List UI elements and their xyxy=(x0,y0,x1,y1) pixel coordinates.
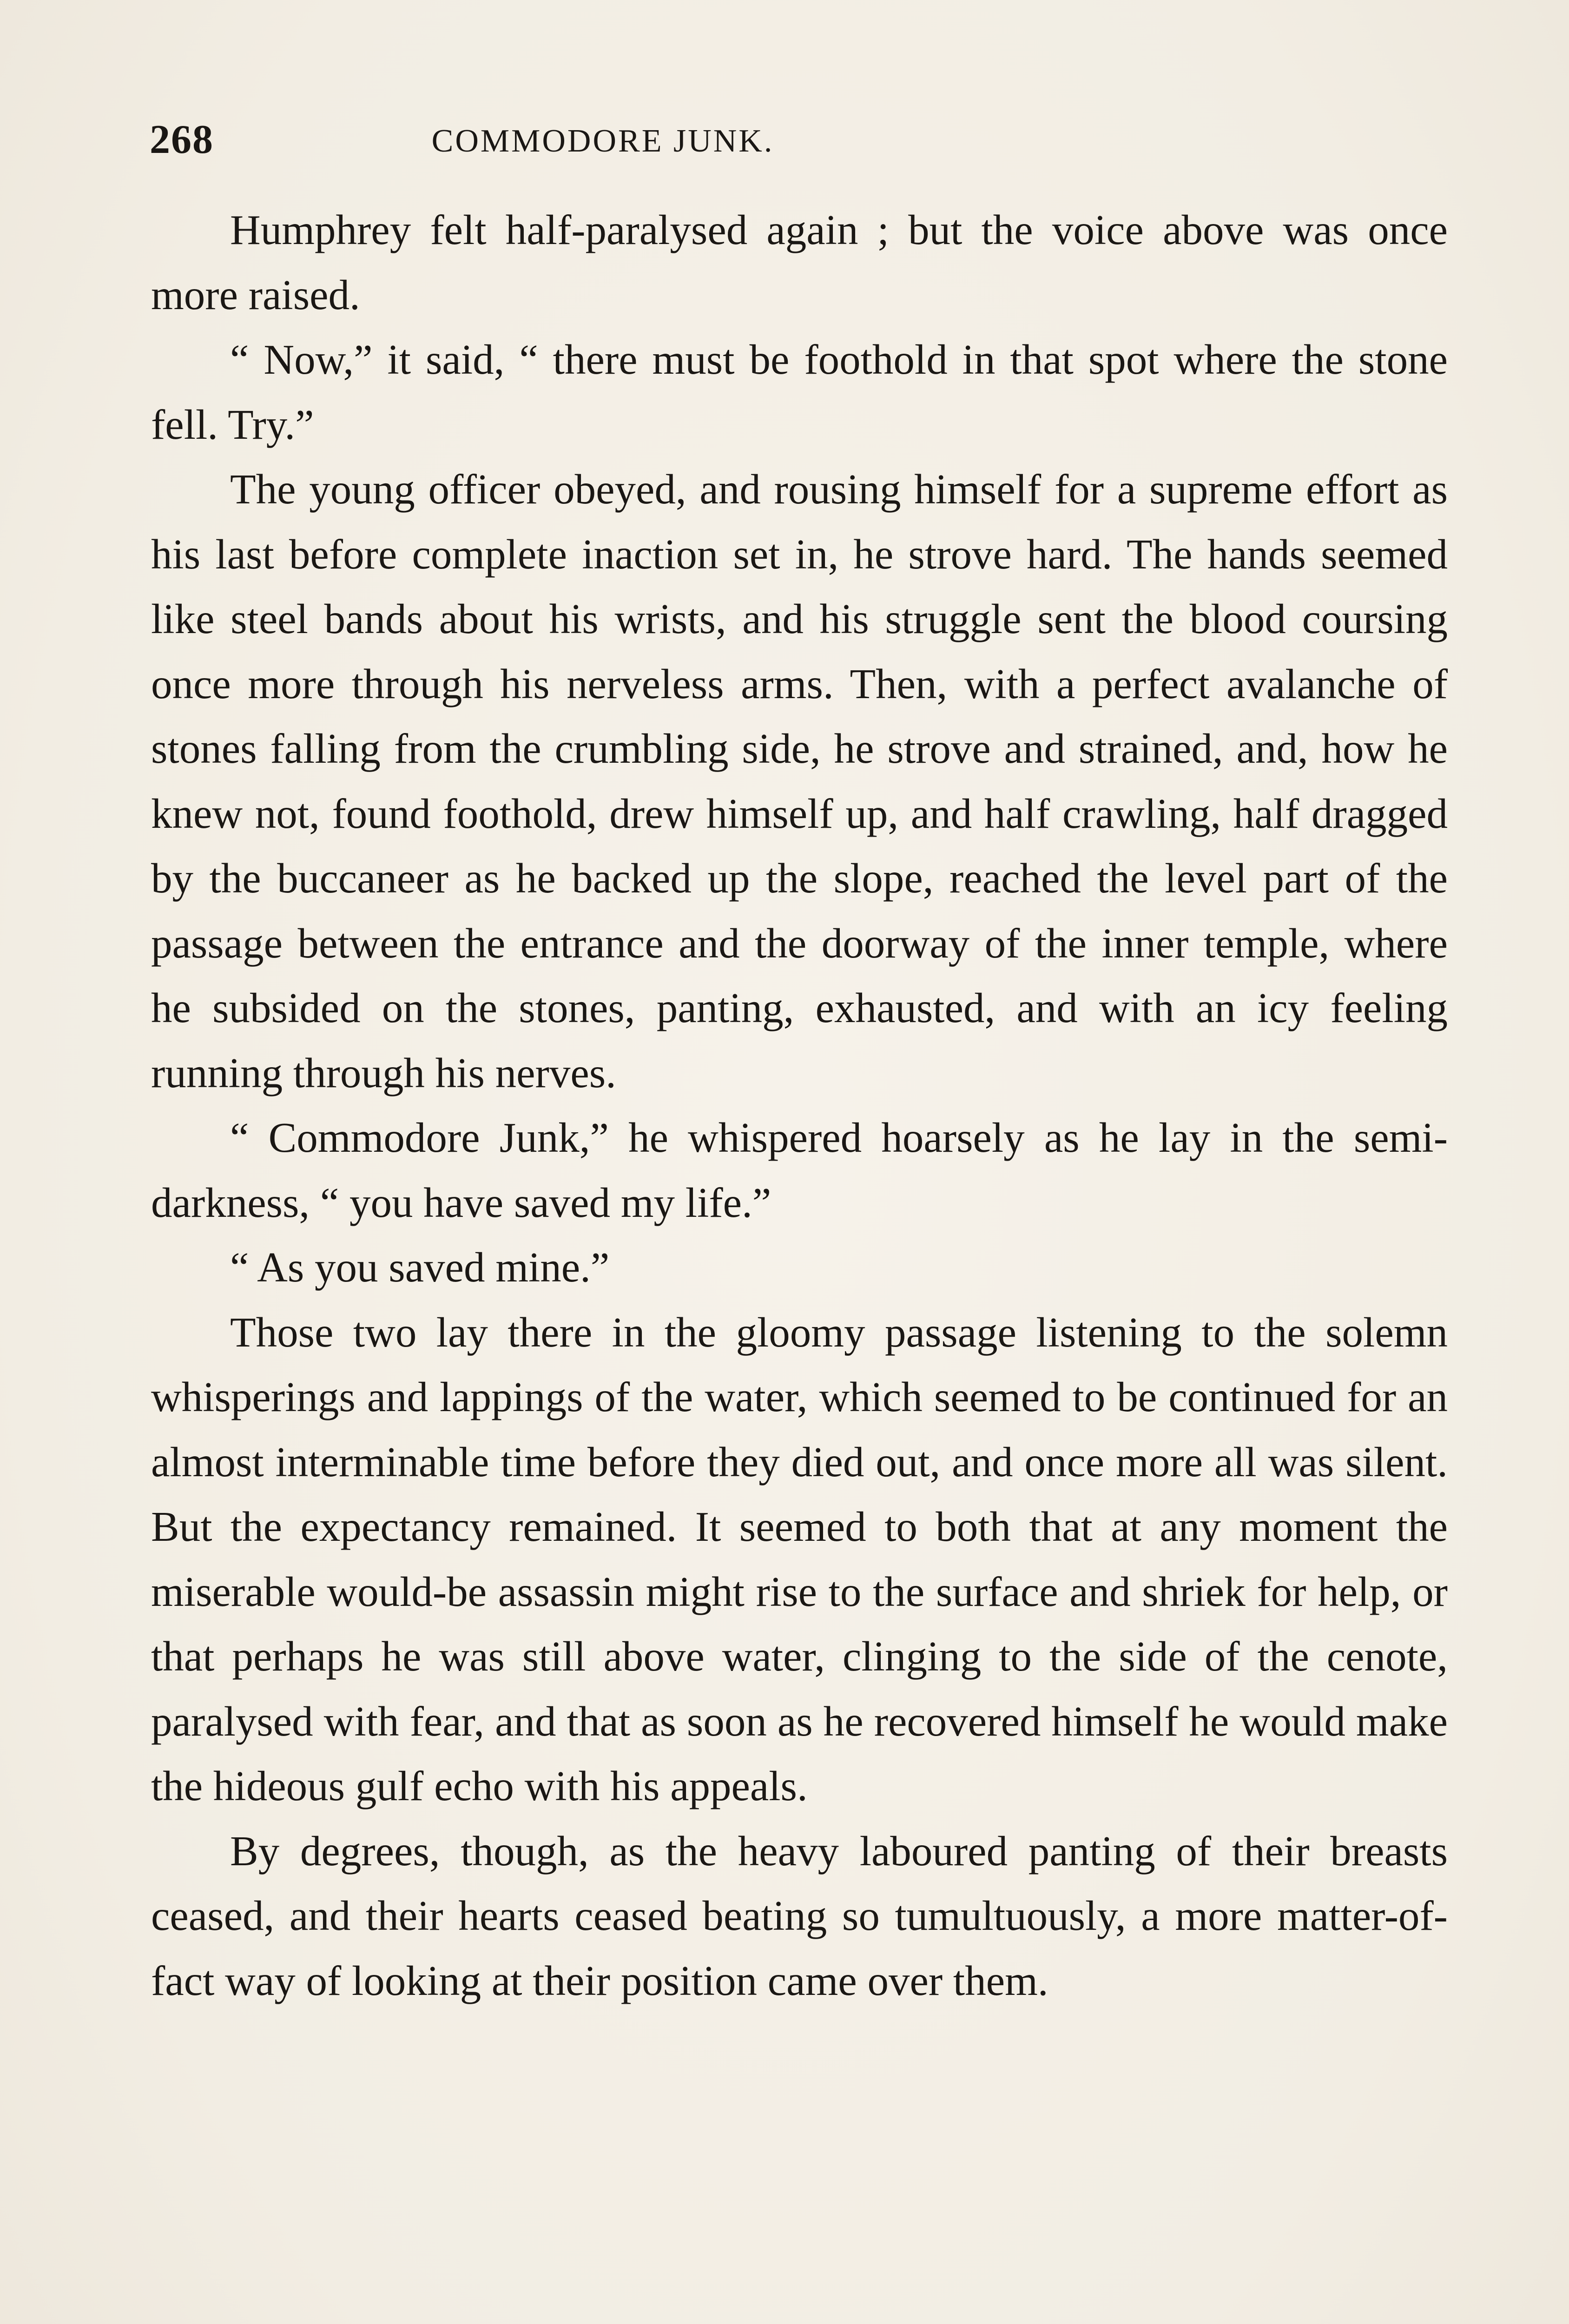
running-title: COMMODORE JUNK. xyxy=(431,123,774,159)
paragraph-5: “ As you saved mine.” xyxy=(230,1244,610,1291)
paragraph-6: Those two lay there in the gloomy passage listening to the solemn whisperings and lappings of the water, which seemed to be continued for an almost interminable time before they died out, and once more all was silent. But the expectancy remained. It seemed to both that at any moment the miserable would-be assassin might rise to the surface and shriek for help, or that perhaps he was still above water, clinging to the side of the cenote, paralysed with fear, and that as soon as he recovered himself he would make the hideous gulf echo with his appeals. xyxy=(151,1308,1448,1809)
paragraph-1: Humphrey felt half-paralysed again ; but the voice above was once more raised. xyxy=(151,206,1448,318)
paragraph-4: “ Commodore Junk,” he whispered hoarsely as he lay in the semi-darkness, “ you have saved my life.” xyxy=(151,1114,1448,1226)
paragraph-7: By degrees, though, as the heavy laboured panting of their breasts ceased, and their hearts ceased beating so tumultuously, a more matter-of-fact way of looking at their position came over them. xyxy=(151,1827,1448,2004)
page-number: 268 xyxy=(150,117,214,162)
body-text xyxy=(151,198,1448,2324)
paragraph-2: “ Now,” it said, “ there must be foothold in that spot where the stone fell. Try.” xyxy=(151,336,1448,448)
page-header xyxy=(150,116,1009,167)
paragraph-3: The young officer obeyed, and rousing himself for a supreme effort as his last before complete inaction set in, he strove hard. The hands seemed like steel bands about his wrists, and his struggle sent the blood coursing once more through his nerveless arms. Then, with a perfect avalanche of stones falling from the crumbling side, he strove and strained, and, how he knew not, found foothold, drew himself up, and half crawling, half dragged by the buccaneer as he backed up the slope, reached the level part of the passage between the entrance and the doorway of the inner temple, where he subsided on the stones, panting, exhausted, and with an icy feeling running through his nerves. xyxy=(151,466,1448,1096)
